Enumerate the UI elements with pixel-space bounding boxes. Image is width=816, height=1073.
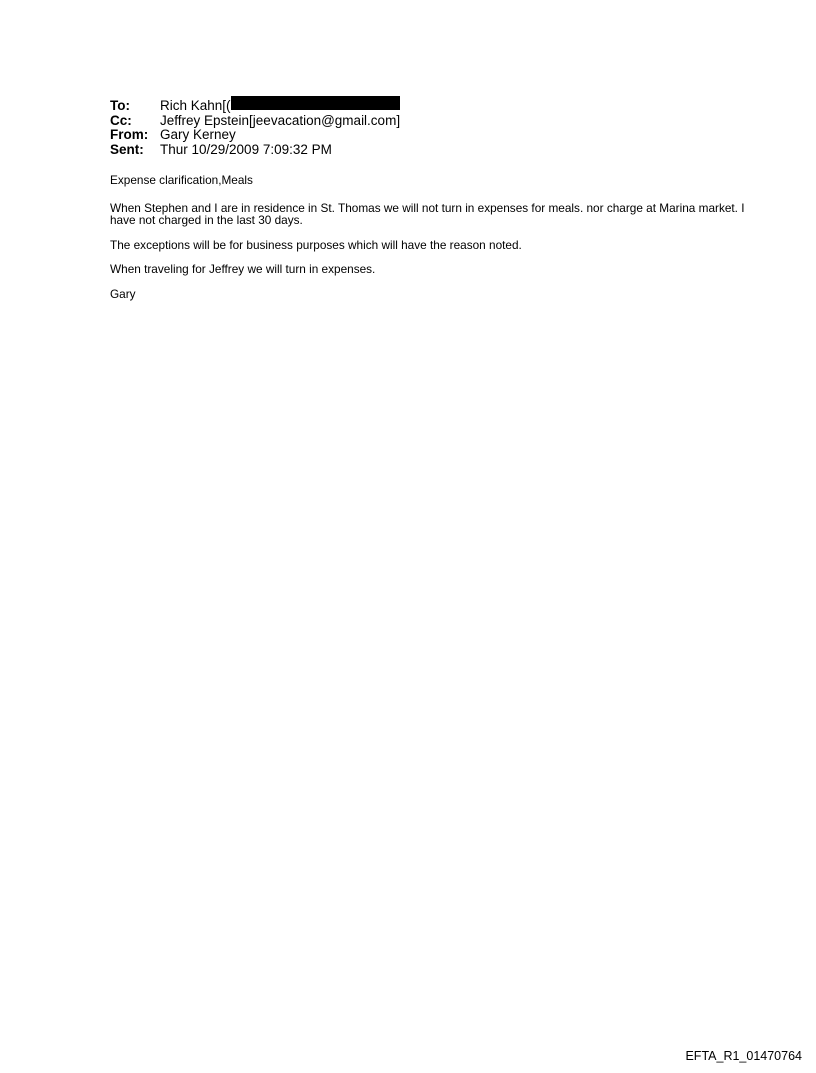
to-row [110,96,400,114]
cc-label: Cc: [110,112,132,128]
email-signature: Gary [110,286,136,301]
body-paragraph-2: The exceptions will be for business purposes which will have the reason noted. [110,237,522,252]
from-row [110,128,400,143]
to-redaction-start: ( [226,98,231,113]
cc-row [110,114,400,129]
body-paragraph-3: When traveling for Jeffrey we will turn in expenses. [110,262,376,276]
to-label: To: [110,98,130,113]
bates-number: EFTA_R1_01470764 [685,1049,802,1063]
to-value: Rich Kahn[ [160,98,227,113]
sent-value: Thur 10/29/2009 7:09:32 PM [160,141,332,157]
email-header [110,96,400,157]
email-body [110,174,750,312]
from-value: Gary Kerney [160,127,236,142]
redaction-box [231,96,400,110]
sent-row [110,143,400,158]
body-paragraph-1: When Stephen and I are in residence in St. Thomas we will not turn in expenses for meals. nor charge at Marina market. I have not charged in the last 30 days. [110,200,745,227]
cc-value: Jeffrey Epstein[jeevacation@gmail.com] [160,112,401,128]
email-subject: Expense clarification,Meals [110,173,253,187]
sent-label: Sent: [110,141,144,157]
from-label: From: [110,127,149,142]
